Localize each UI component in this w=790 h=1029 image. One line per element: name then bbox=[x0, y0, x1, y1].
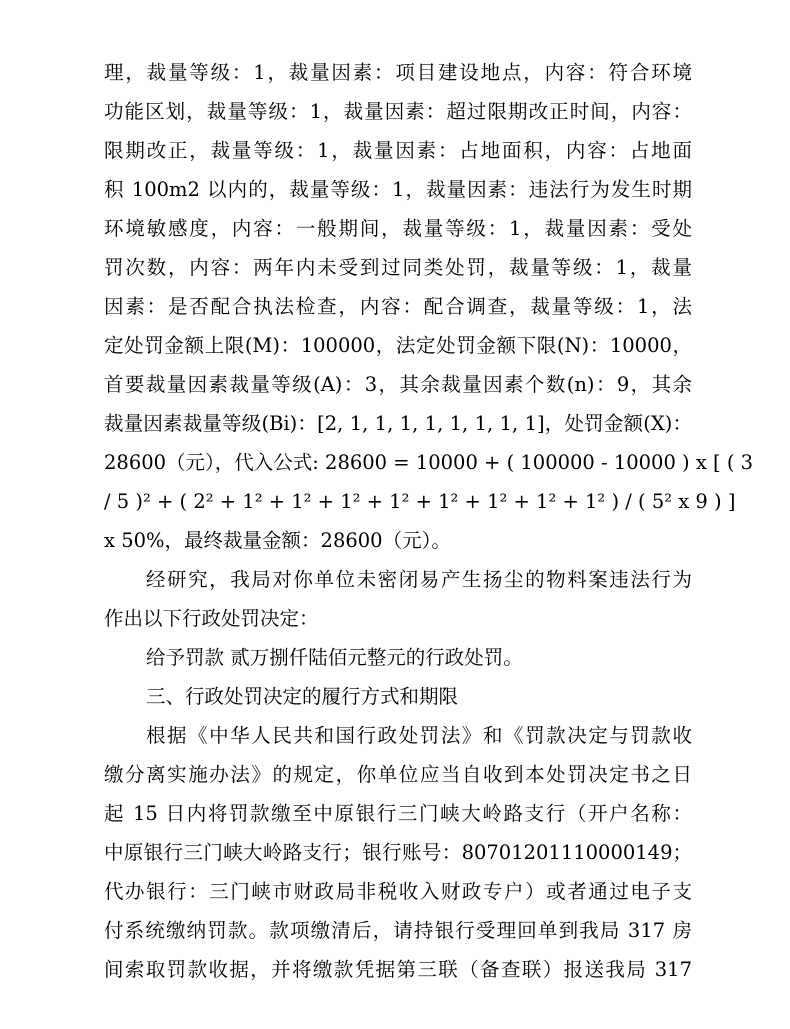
formula-line: / 5 )² + ( 2² + 1² + 1² + 1² + 1² + 1² + 1² + 1² + 1² ) / ( 5² x 9 ) ] bbox=[104, 490, 736, 513]
paragraph-line: 因素：是否配合执法检查，内容：配合调查，裁量等级：1，法 bbox=[104, 295, 692, 318]
payment-paragraph-line: 付系统缴纳罚款。款项缴清后，请持银行受理回单到我局 317 房 bbox=[104, 919, 692, 942]
paragraph-line: 定处罚金额上限(M)：100000，法定处罚金额下限(N)：10000， bbox=[104, 334, 692, 357]
penalty-statement: 给予罚款 贰万捌仟陆佰元整元的行政处罚。 bbox=[146, 646, 523, 669]
paragraph-line: 首要裁量因素裁量等级(A)：3，其余裁量因素个数(n)：9，其余 bbox=[104, 373, 692, 396]
payment-paragraph-line: 代办银行：三门峡市财政局非税收入财政专户）或者通过电子支 bbox=[104, 880, 692, 903]
paragraph-line: 限期改正，裁量等级：1，裁量因素：占地面积，内容：占地面 bbox=[104, 139, 692, 162]
section-heading: 三、行政处罚决定的履行方式和期限 bbox=[146, 685, 459, 708]
payment-paragraph-line: 起 15 日内将罚款缴至中原银行三门峡大岭路支行（开户名称： bbox=[104, 802, 692, 825]
payment-paragraph-line: 间索取罚款收据，并将缴款凭据第三联（备查联）报送我局 317 bbox=[104, 958, 692, 981]
paragraph-line: 理，裁量等级：1，裁量因素：项目建设地点，内容：符合环境 bbox=[104, 61, 692, 84]
formula-line: 28600（元），代入公式: 28600 = 10000 + ( 100000 - 10000 ) x [ ( 3 bbox=[104, 451, 754, 474]
payment-paragraph-line: 中原银行三门峡大岭路支行；银行账号：80701201110000149； bbox=[104, 841, 692, 864]
decision-paragraph-line: 经研究，我局对你单位未密闭易产生扬尘的物料案违法行为 bbox=[146, 568, 692, 591]
payment-paragraph-line: 根据《中华人民共和国行政处罚法》和《罚款决定与罚款收 bbox=[146, 724, 692, 747]
formula-result-line: x 50%，最终裁量金额：28600（元）。 bbox=[104, 529, 451, 552]
decision-paragraph-line: 作出以下行政处罚决定： bbox=[104, 607, 319, 630]
paragraph-line: 积 100m2 以内的，裁量等级：1，裁量因素：违法行为发生时期 bbox=[104, 178, 692, 201]
paragraph-line: 环境敏感度，内容：一般期间，裁量等级：1，裁量因素：受处 bbox=[104, 217, 692, 240]
payment-paragraph-line: 缴分离实施办法》的规定，你单位应当自收到本处罚决定书之日 bbox=[104, 763, 692, 786]
paragraph-line: 裁量因素裁量等级(Bi)：[2, 1, 1, 1, 1, 1, 1, 1, 1]，处罚金额(X)： bbox=[104, 412, 692, 435]
paragraph-line: 罚次数，内容：两年内未受到过同类处罚，裁量等级：1，裁量 bbox=[104, 256, 692, 279]
paragraph-line: 功能区划，裁量等级：1，裁量因素：超过限期改正时间，内容： bbox=[104, 100, 692, 123]
